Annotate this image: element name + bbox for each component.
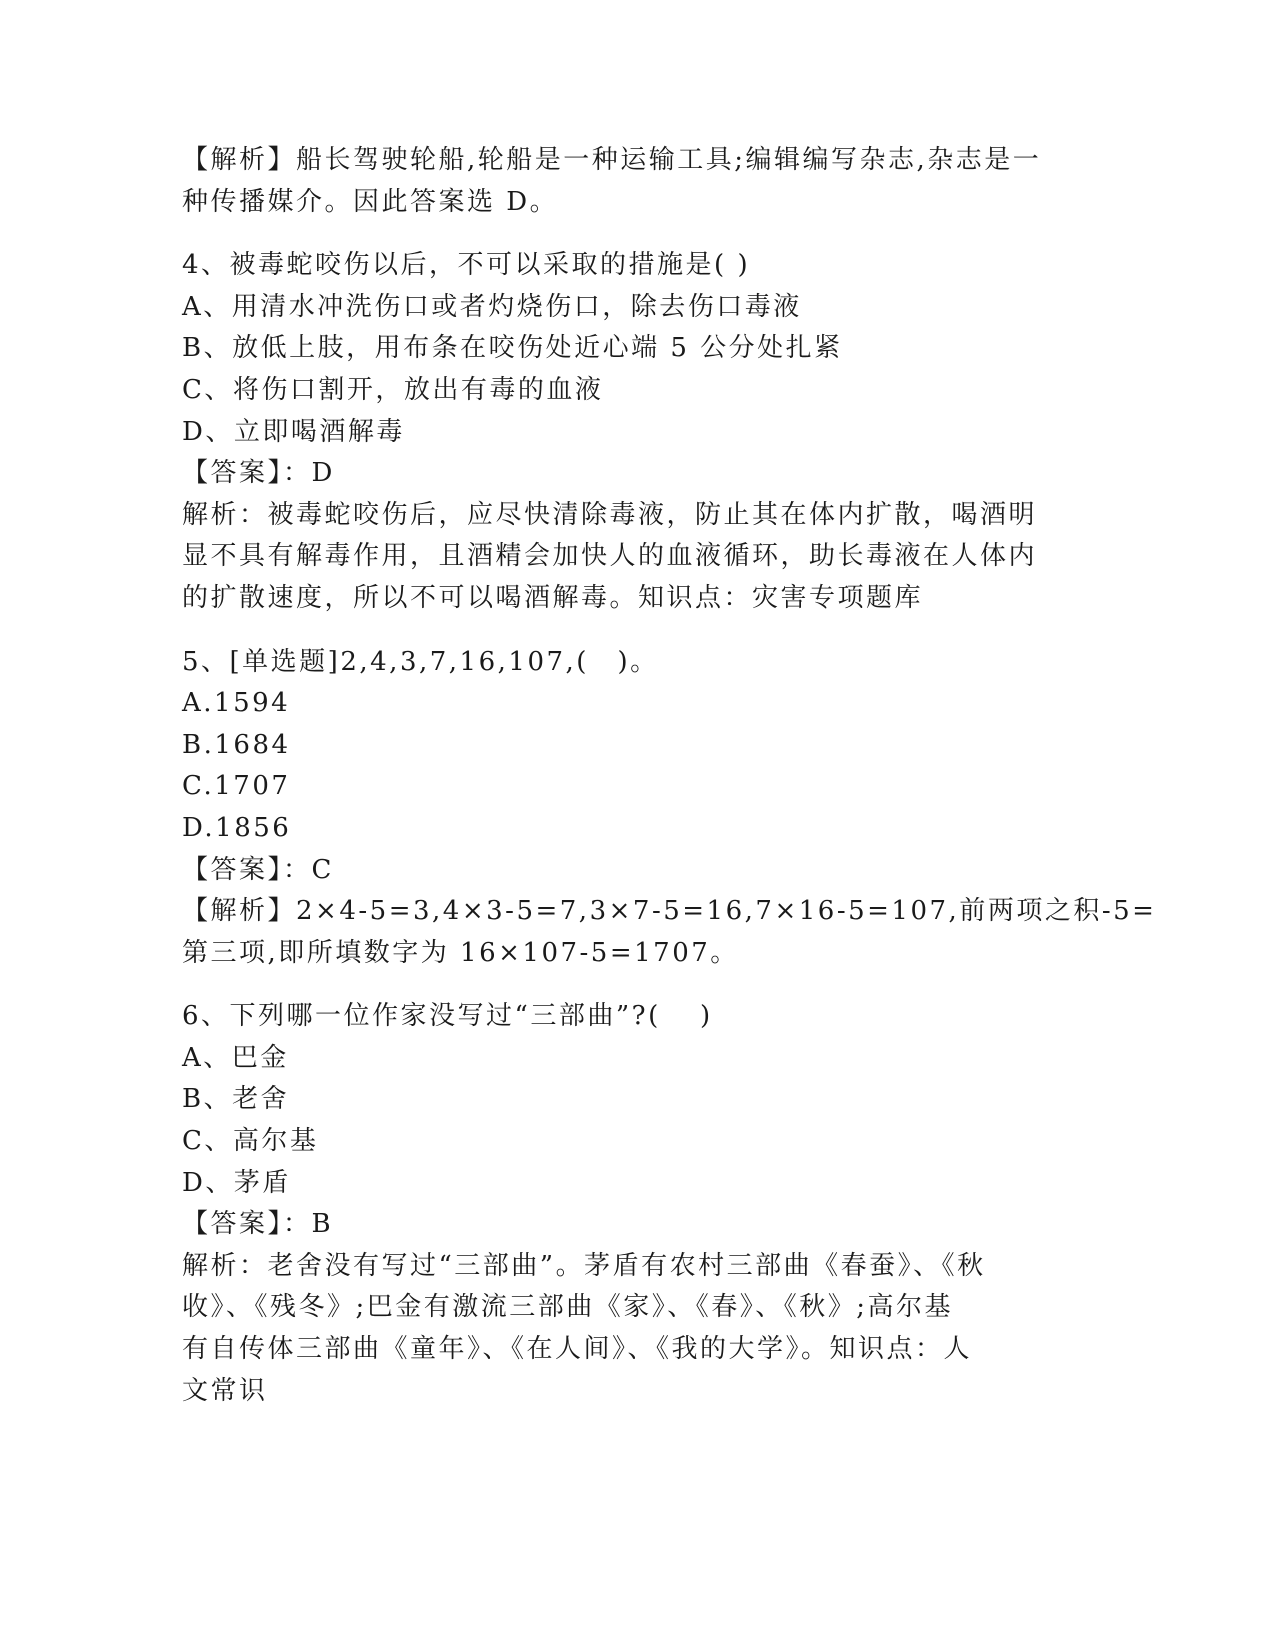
question-5 bbox=[182, 642, 1157, 975]
analysis-line: 显不具有解毒作用，且酒精会加快人的血液循环，助长毒液在人体内 bbox=[182, 541, 1038, 572]
option-c: C.1707 bbox=[182, 771, 291, 802]
analysis-line: 种传播媒介。因此答案选 D。 bbox=[182, 186, 559, 217]
option-a: A、用清水冲洗伤口或者灼烧伤口，除去伤口毒液 bbox=[182, 291, 802, 322]
option-d: D、立即喝酒解毒 bbox=[182, 416, 405, 447]
prev-question-analysis bbox=[182, 140, 1062, 223]
question-text: 4、被毒蛇咬伤以后，不可以采取的措施是( ) bbox=[182, 250, 751, 281]
analysis-line: 的扩散速度，所以不可以喝酒解毒。知识点：灾害专项题库 bbox=[182, 582, 924, 613]
answer-line: 【答案】：C bbox=[182, 854, 334, 885]
option-b: B.1684 bbox=[182, 729, 291, 760]
question-6 bbox=[182, 996, 1062, 1412]
option-c: C、将伤口割开，放出有毒的血液 bbox=[182, 374, 604, 405]
analysis-line: 解析：被毒蛇咬伤后，应尽快清除毒液，防止其在体内扩散，喝酒明 bbox=[182, 499, 1038, 530]
question-text: 6、下列哪一位作家没写过“三部曲”?( ) bbox=[182, 1001, 713, 1032]
analysis-line: 解析：老舍没有写过“三部曲”。茅盾有农村三部曲《春蚕》、《秋 bbox=[182, 1250, 986, 1281]
option-b: B、老舍 bbox=[182, 1084, 290, 1115]
option-a: A.1594 bbox=[182, 688, 291, 719]
option-d: D、茅盾 bbox=[182, 1167, 291, 1198]
analysis-line: 【解析】船长驾驶轮船,轮船是一种运输工具;编辑编写杂志,杂志是一 bbox=[182, 145, 1042, 175]
analysis-line: 收》、《残冬》;巴金有激流三部曲《家》、《春》、《秋》;高尔基 bbox=[182, 1292, 954, 1323]
question-text: 5、[单选题]2,4,3,7,16,107,( )。 bbox=[182, 646, 659, 677]
analysis-line: 第三项,即所填数字为 16×107-5=1707。 bbox=[182, 937, 739, 968]
answer-line: 【答案】：D bbox=[182, 458, 335, 489]
option-a: A、巴金 bbox=[182, 1042, 289, 1073]
analysis-line: 文常识 bbox=[182, 1375, 268, 1406]
answer-line: 【答案】：B bbox=[182, 1209, 334, 1240]
option-c: C、高尔基 bbox=[182, 1126, 319, 1157]
document-page bbox=[182, 140, 1157, 1412]
analysis-line: 【解析】2×4-5=3,4×3-5=7,3×7-5=16,7×16-5=107,前两项之积-5= bbox=[182, 896, 1157, 927]
analysis-line: 有自传体三部曲《童年》、《在人间》、《我的大学》。知识点：人 bbox=[182, 1334, 973, 1365]
question-4 bbox=[182, 245, 1062, 619]
option-b: B、放低上肢，用布条在咬伤处近心端 5 公分处扎紧 bbox=[182, 333, 843, 364]
option-d: D.1856 bbox=[182, 812, 292, 843]
